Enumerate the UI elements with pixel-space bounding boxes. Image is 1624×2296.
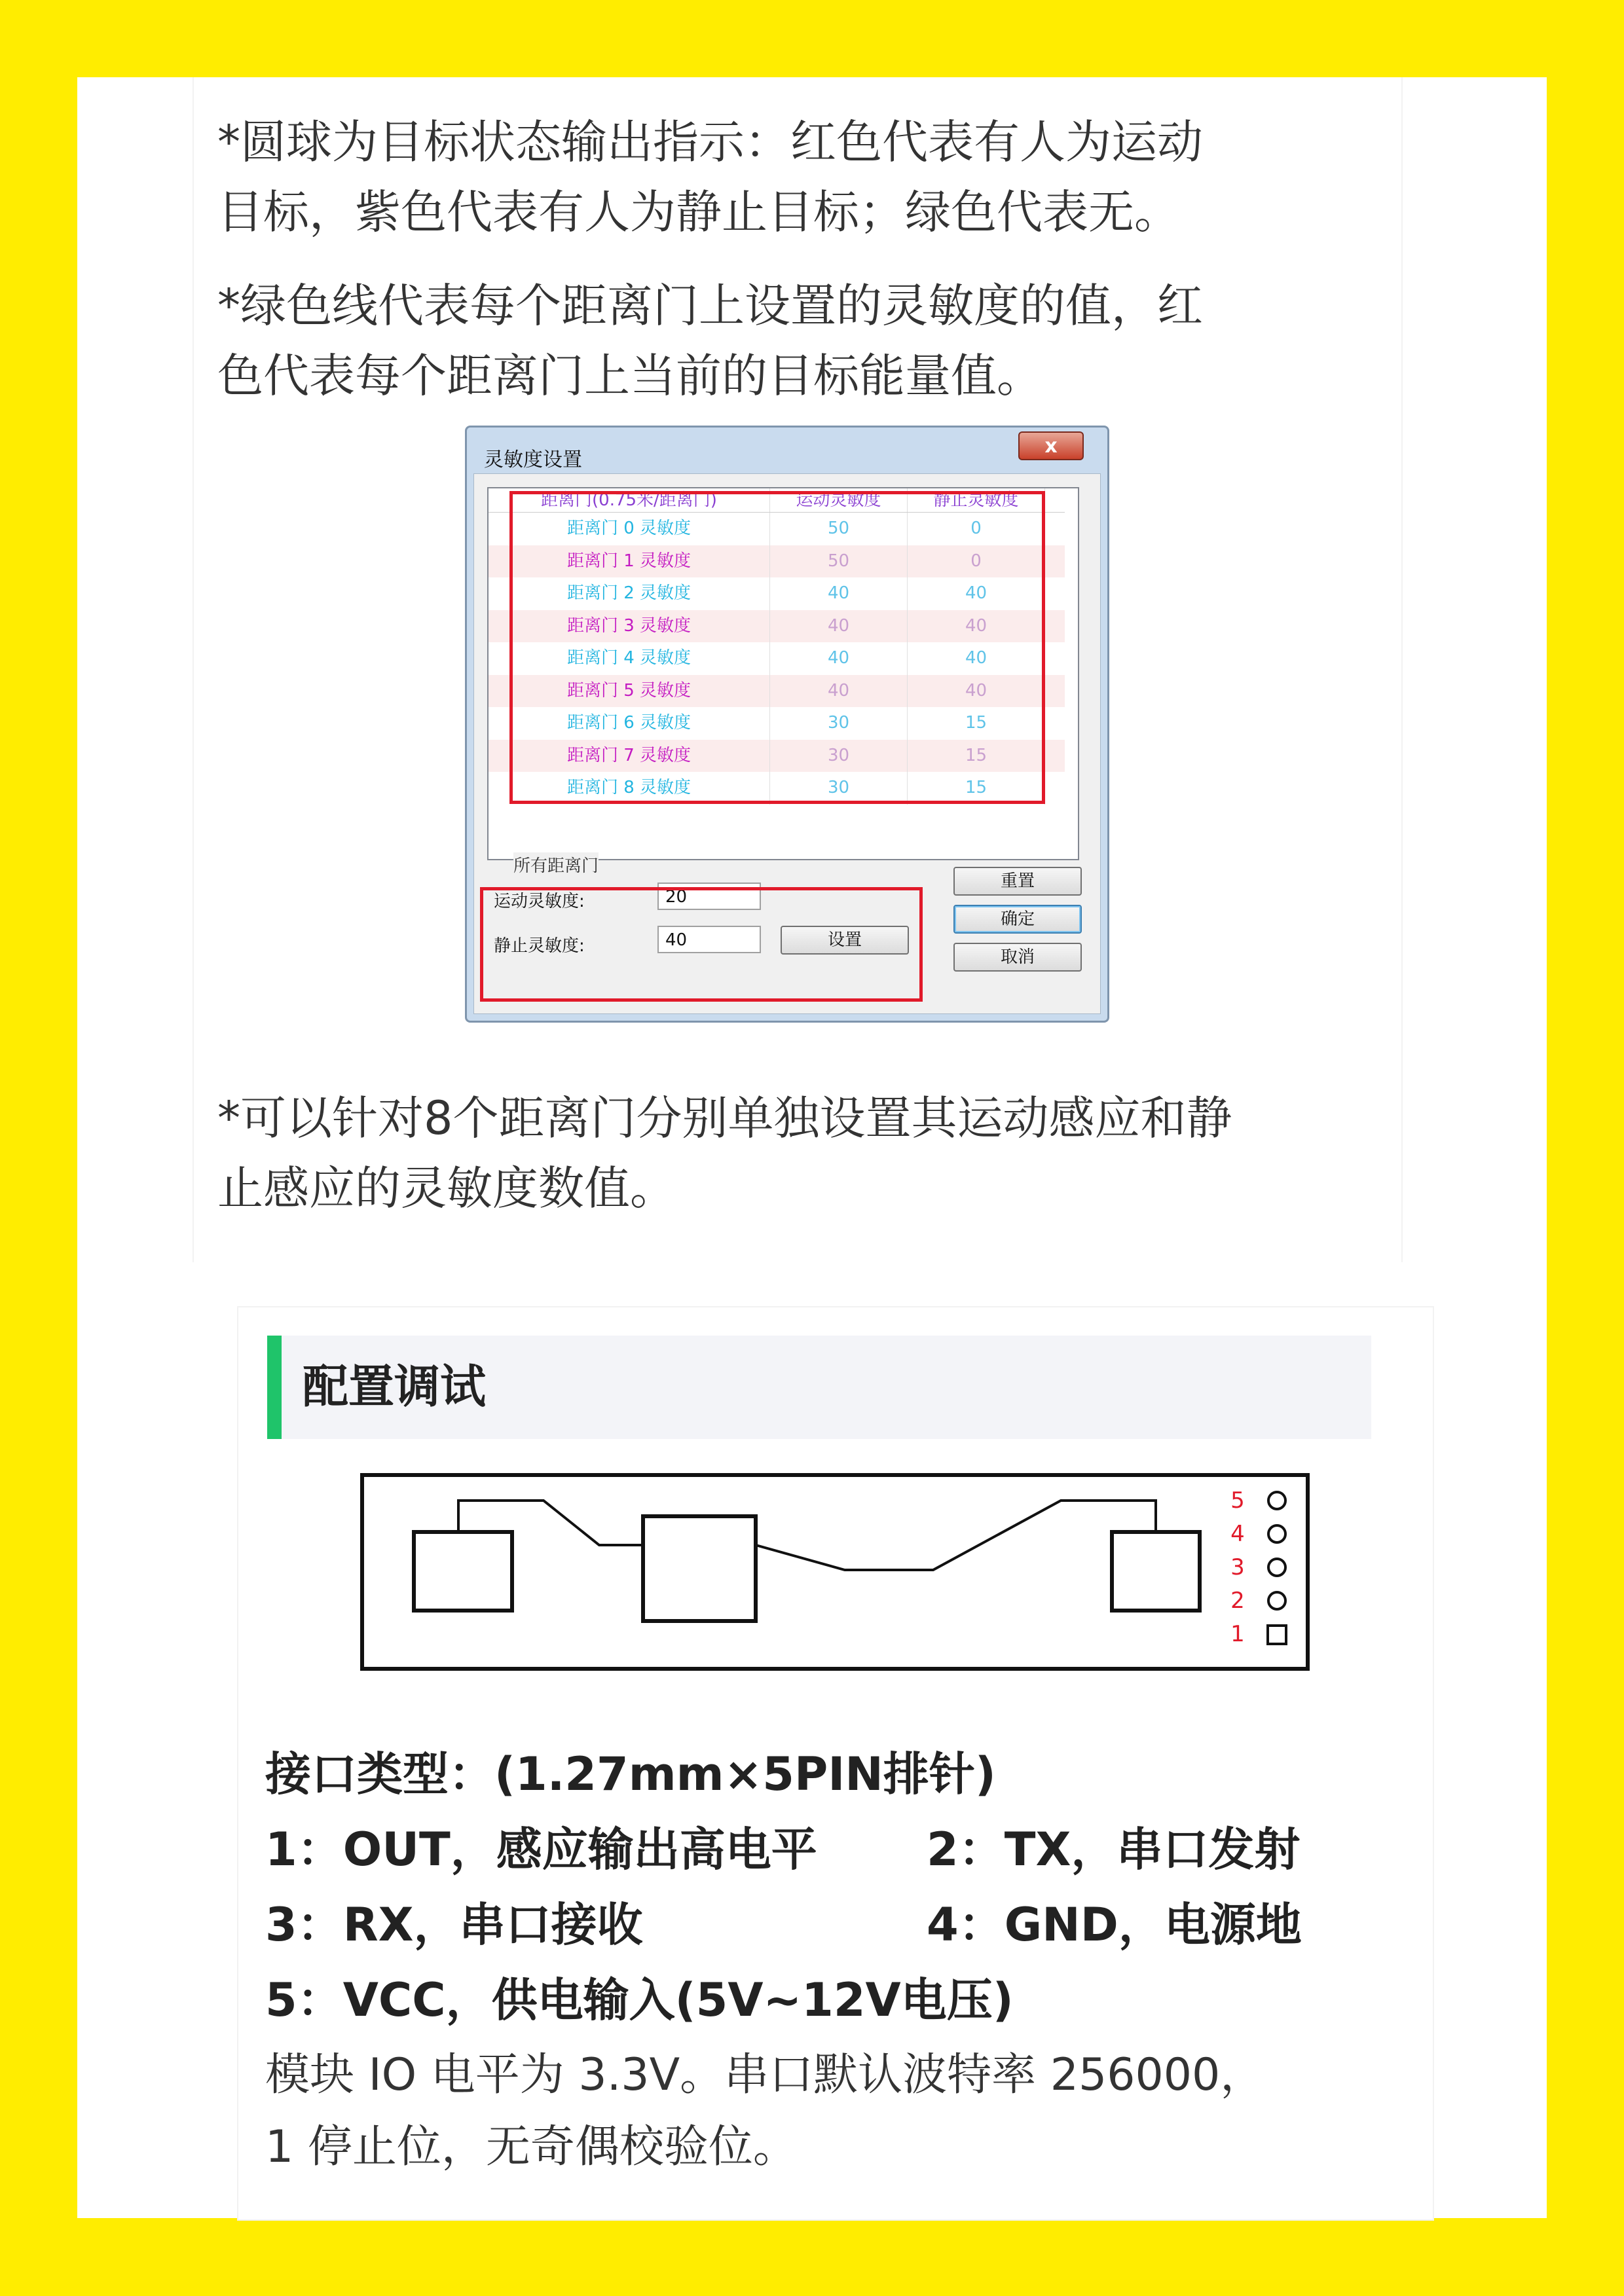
intro-text-line3: *绿色线代表每个距离门上设置的灵敏度的值，红 [217,279,1203,333]
module-pin-diagram [360,1473,1310,1673]
motion-cell: 40 [770,642,908,675]
pin-label: 3 [1230,1554,1245,1580]
gate-cell: 距离门 7 灵敏度 [489,740,770,773]
pin-5-desc: 5：VCC，供电输入(5V~12V电压) [265,1973,1014,2027]
intro-text-line1: *圆球为目标状态输出指示：红色代表有人为运动 [217,115,1203,169]
static-cell: 15 [908,740,1045,773]
static-cell: 40 [908,642,1045,675]
gate-cell: 距离门 0 灵敏度 [489,513,770,545]
gate-cell: 距离门 8 灵敏度 [489,772,770,805]
interface-type: 接口类型：(1.27mm×5PIN排针) [265,1747,996,1801]
ok-button[interactable]: 确定 [953,905,1082,934]
gate-cell: 距离门 2 灵敏度 [489,577,770,610]
dialog-title: 灵敏度设置 [484,448,582,471]
gate-cell: 距离门 1 灵敏度 [489,545,770,578]
motion-cell: 50 [770,545,908,578]
motion-cell: 30 [770,772,908,805]
pin-1-desc: 1：OUT，感应输出高电平 [265,1823,817,1876]
pin-label: 2 [1230,1588,1245,1614]
pin-3-desc: 3：RX，串口接收 [265,1898,643,1952]
motion-cell: 40 [770,610,908,643]
intro-text-line2: 目标，紫色代表有人为静止目标；绿色代表无。 [217,185,1180,239]
module-outline [362,1475,1308,1669]
static-cell: 15 [908,707,1045,740]
pin-2-desc: 2：TX，串口发射 [927,1823,1301,1876]
gate-cell: 距离门 6 灵敏度 [489,707,770,740]
table-highlight-box [509,491,1045,804]
section-header [267,1336,1371,1439]
gate-cell: 距离门 4 灵敏度 [489,642,770,675]
settings-highlight-box [480,887,923,1002]
static-cell: 40 [908,675,1045,708]
motion-cell: 50 [770,513,908,545]
pin-4-desc: 4：GND，电源地 [927,1898,1302,1952]
gate-cell: 距离门 5 灵敏度 [489,675,770,708]
pin-label: 5 [1230,1487,1245,1514]
group-title: 所有距离门 [513,852,599,877]
static-cell: 40 [908,577,1045,610]
motion-cell: 40 [770,675,908,708]
motion-sensitivity-input[interactable]: 20 [657,883,761,910]
section-title: 配置调试 [303,1360,486,1413]
static-sensitivity-input[interactable]: 40 [657,926,761,953]
note-text-line1: *可以针对8个距离门分别单独设置其运动感应和静 [217,1091,1232,1145]
reset-button[interactable]: 重置 [953,867,1082,896]
static-cell: 0 [908,545,1045,578]
column-header-static[interactable]: 静止灵敏度 [908,488,1045,512]
io-level-desc-line2: 1 停止位，无奇偶校验位。 [265,2121,798,2173]
motion-cell: 30 [770,707,908,740]
cancel-button[interactable]: 取消 [953,943,1082,972]
section-accent-bar [267,1336,282,1439]
set-button[interactable]: 设置 [781,926,909,955]
static-cell: 15 [908,772,1045,805]
close-button[interactable]: x [1018,431,1084,460]
motion-cell: 30 [770,740,908,773]
static-cell: 0 [908,513,1045,545]
pin-label: 4 [1230,1521,1245,1547]
static-sensitivity-label: 静止灵敏度: [494,936,585,956]
motion-cell: 40 [770,577,908,610]
io-level-desc-line1: 模块 IO 电平为 3.3V。串口默认波特率 256000， [265,2049,1265,2101]
intro-text-line4: 色代表每个距离门上当前的目标能量值。 [217,349,1043,403]
note-text-line2: 止感应的灵敏度数值。 [217,1161,676,1215]
pin-label: 1 [1230,1621,1245,1647]
gate-cell: 距离门 3 灵敏度 [489,610,770,643]
column-header-motion[interactable]: 运动灵敏度 [770,488,908,512]
column-header-gate[interactable]: 距离门(0.75米/距离门) [489,488,770,512]
static-cell: 40 [908,610,1045,643]
motion-sensitivity-label: 运动灵敏度: [494,892,585,911]
